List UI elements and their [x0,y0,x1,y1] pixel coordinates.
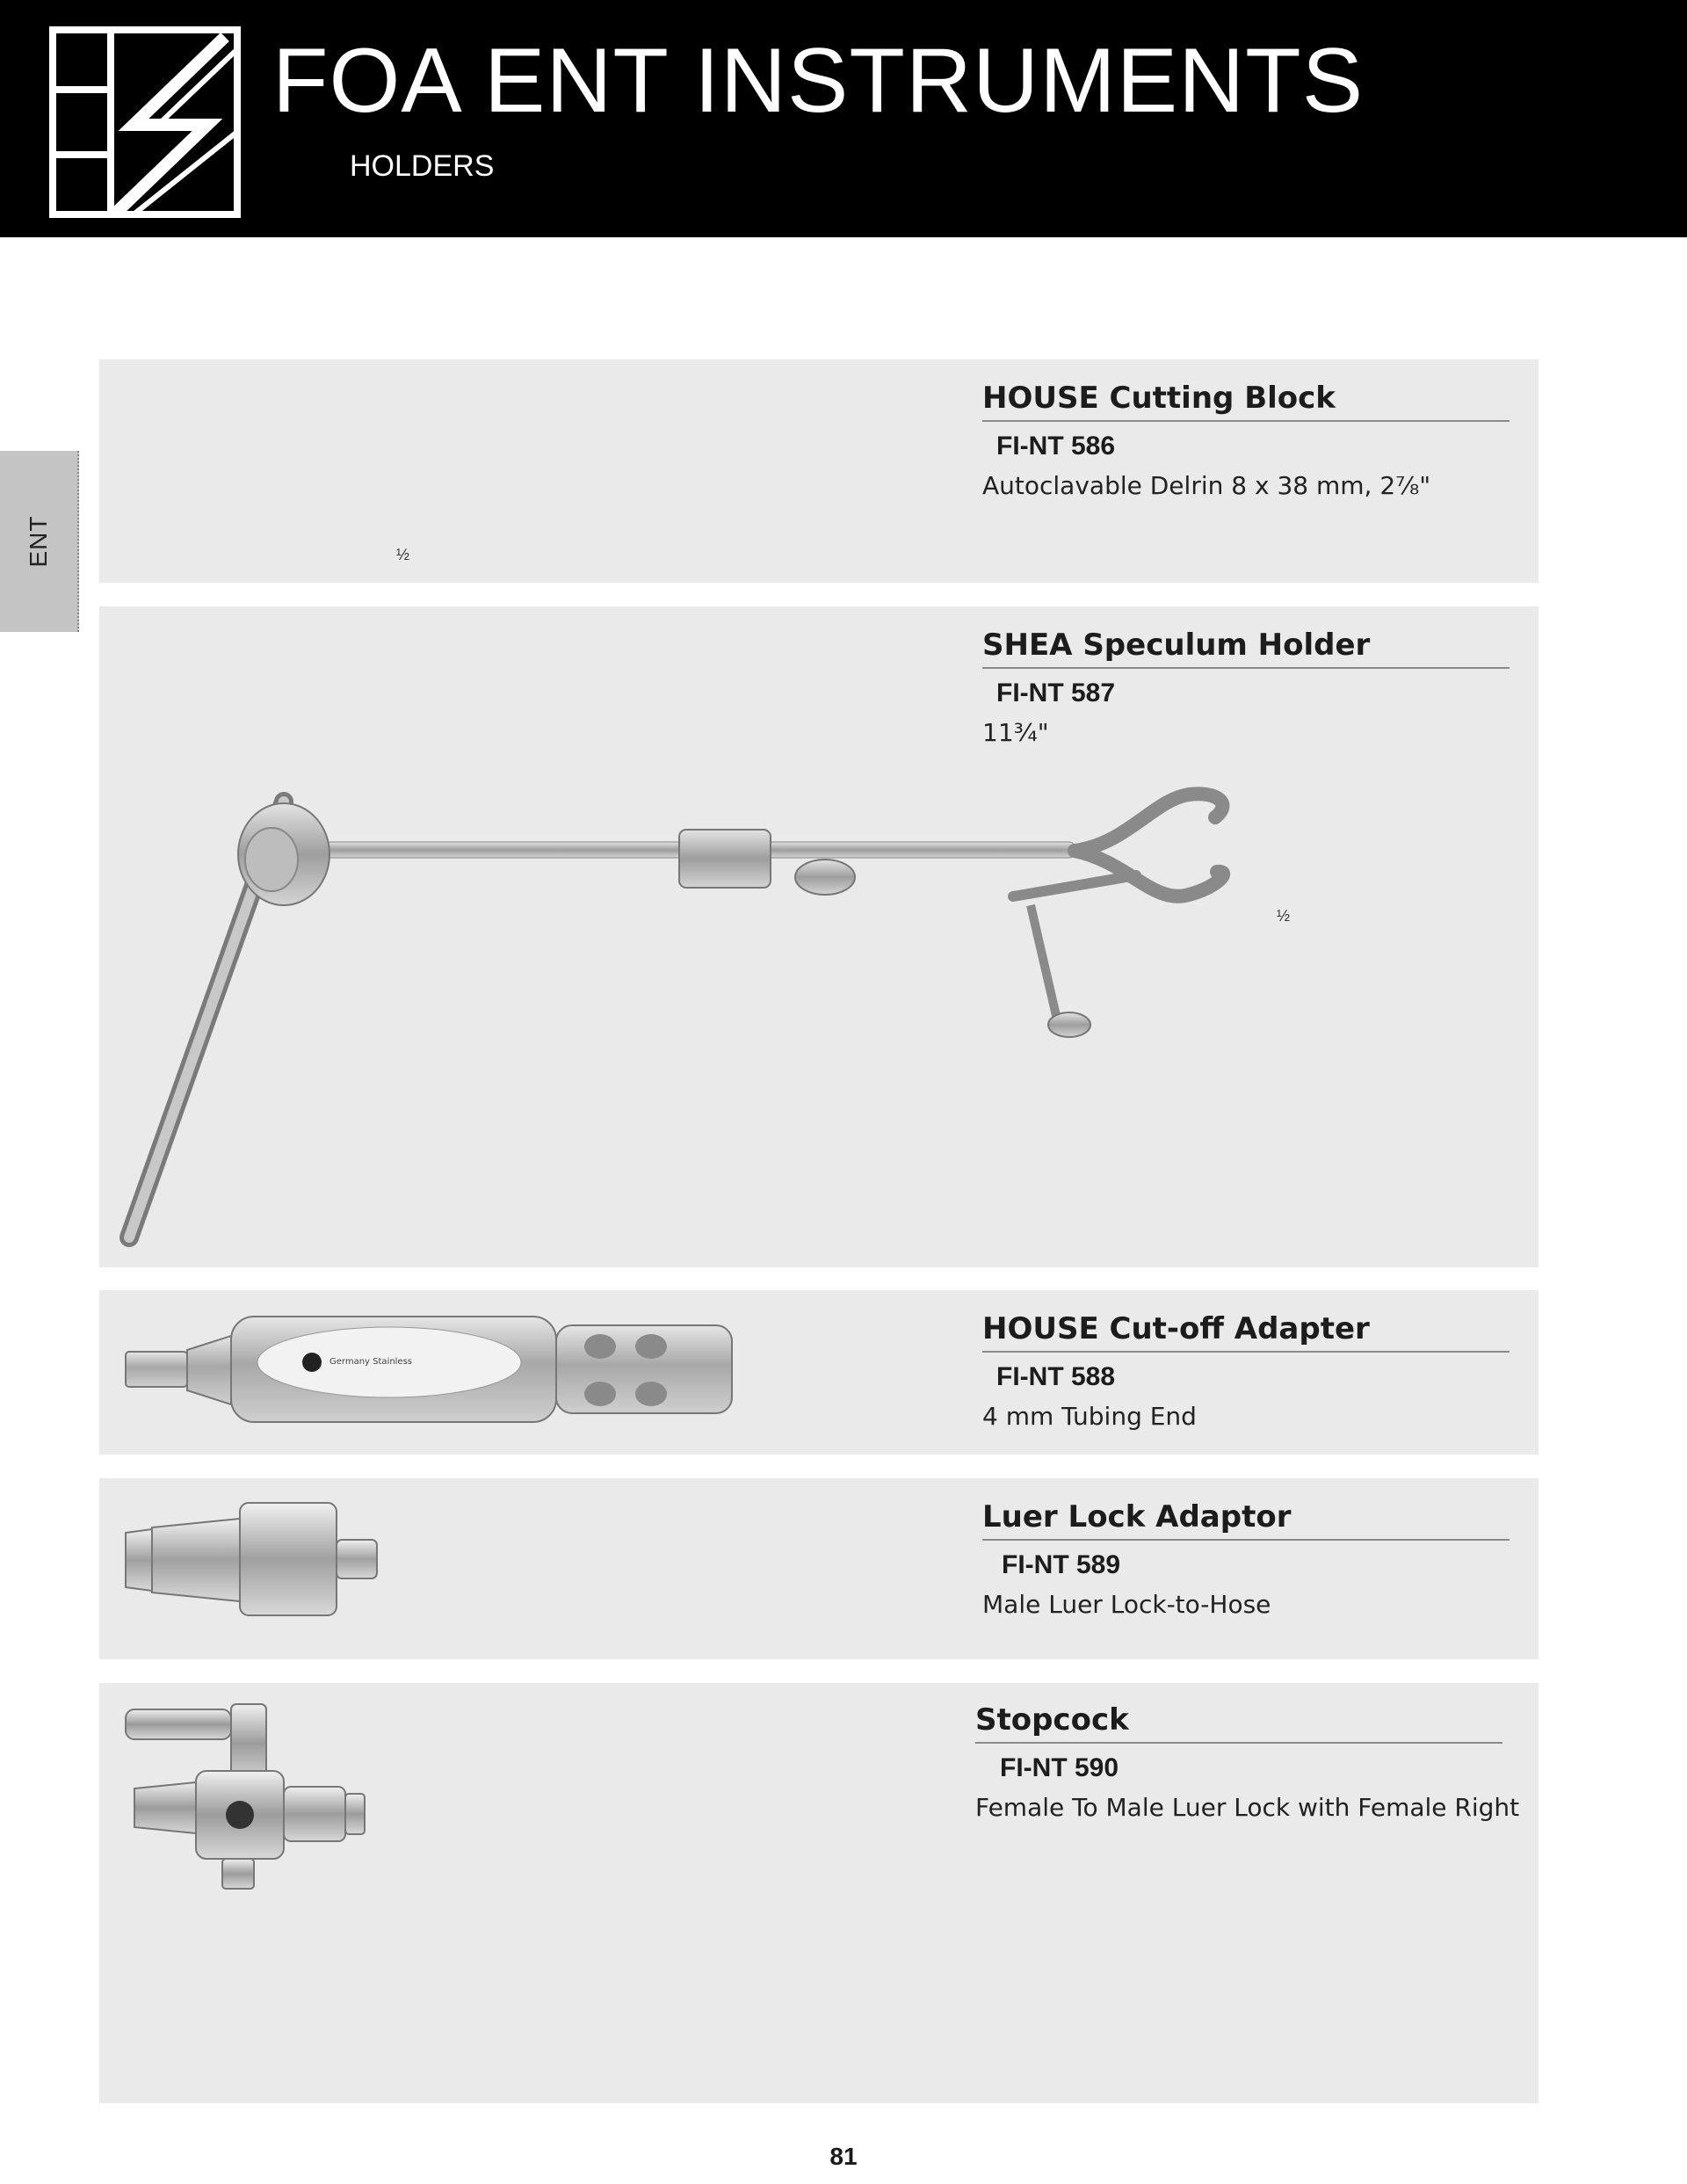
luer-lock-adaptor-image [99,1478,416,1659]
product-info [975,1702,1520,1824]
foa-logo-icon [49,26,241,218]
engraving-text: Germany Stainless [329,1357,413,1367]
product-code: FI-NT 588 [996,1361,1116,1391]
product-panel-fi-nt-589 [99,1478,1539,1659]
product-code: FI-NT 586 [996,431,1116,461]
section-title: HOLDERS [350,149,495,183]
product-description: Autoclavable Delrin 8 x 38 mm, 2⅞" [982,470,1431,500]
stopcock-image [99,1683,416,1912]
product-info [982,1499,1510,1621]
brand-title: FOA ENT INSTRUMENTS [272,30,1365,132]
product-panel-fi-nt-586 [99,359,1539,583]
product-title: Stopcock [975,1702,1502,1744]
product-info [982,1311,1510,1433]
product-title: HOUSE Cutting Block [982,381,1510,422]
product-code: FI-NT 589 [1002,1549,1121,1579]
product-panel-fi-nt-587 [99,606,1539,1267]
product-description: Female To Male Luer Lock with Female Right [975,1792,1520,1822]
product-panel-fi-nt-588 [99,1290,1539,1455]
product-info [982,381,1510,502]
product-description: 11¾" [982,717,1049,747]
product-description: Male Luer Lock-to-Hose [982,1589,1271,1619]
scale-label: ½ [396,546,410,563]
product-title: SHEA Speculum Holder [982,628,1510,669]
product-title: HOUSE Cut-off Adapter [982,1311,1510,1353]
scale-label: ½ [1277,907,1291,925]
speculum-holder-image [99,606,1539,1267]
page-number: 81 [829,2143,858,2170]
side-tab-label: ENT [25,515,52,568]
product-description: 4 mm Tubing End [982,1401,1197,1431]
side-tab-ent [0,451,79,632]
product-panel-fi-nt-590 [99,1683,1539,2103]
product-code: FI-NT 587 [996,678,1116,707]
cut-off-adapter-image [99,1290,767,1455]
product-title: Luer Lock Adaptor [982,1499,1510,1541]
product-code: FI-NT 590 [1000,1752,1119,1782]
page-header [0,0,1687,237]
